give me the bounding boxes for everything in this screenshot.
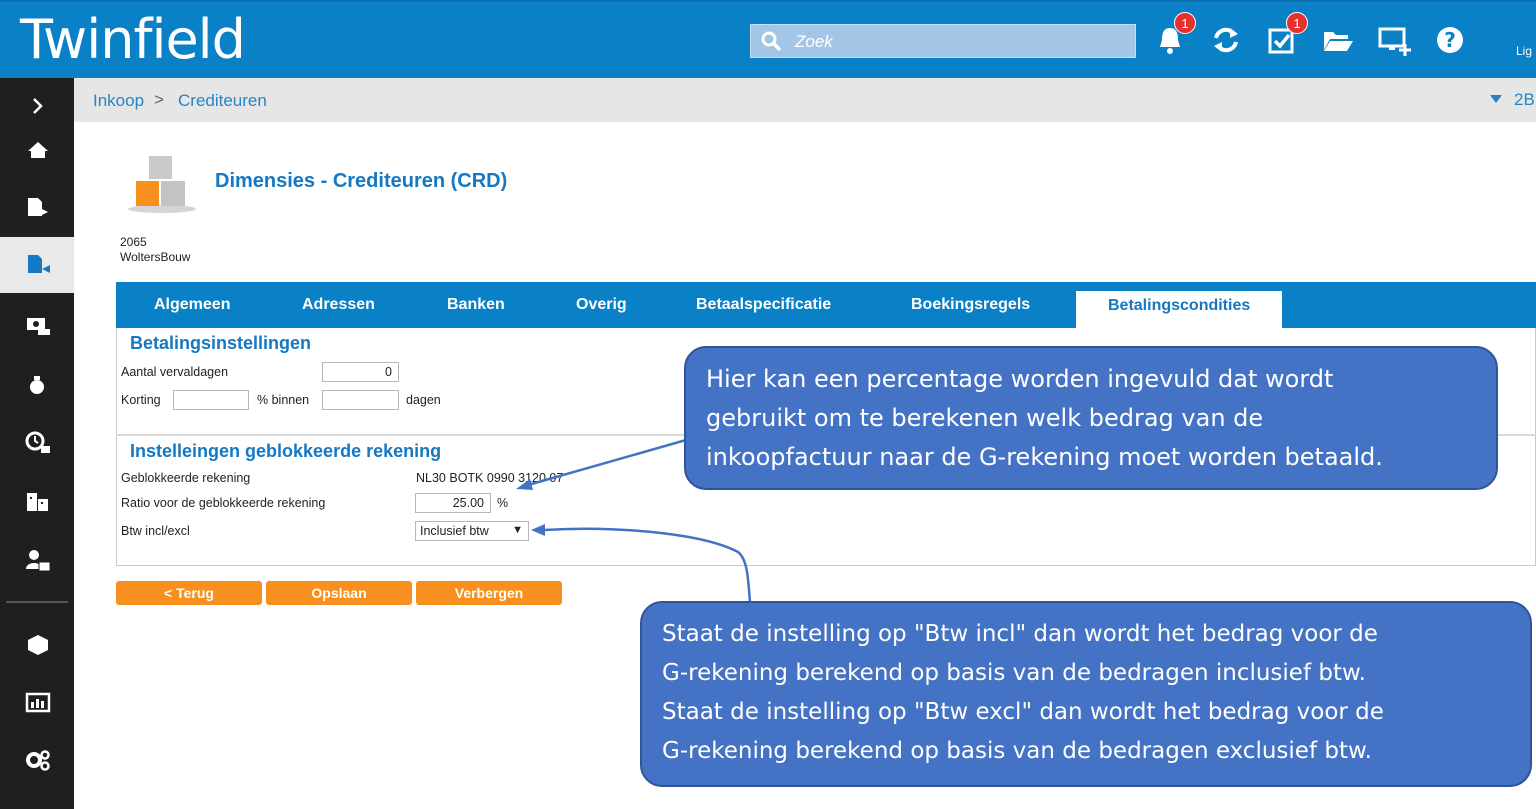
page-title: Dimensies - Crediteuren (CRD) bbox=[215, 170, 508, 192]
breadcrumb-item-inkoop[interactable]: Inkoop bbox=[93, 91, 145, 110]
callout-btw-line: Staat de instelling op "Btw excl" dan wordt het bedrag voor de bbox=[662, 699, 1384, 725]
ratio-input[interactable]: 25.00 bbox=[415, 493, 491, 513]
btw-arrowhead bbox=[531, 524, 545, 536]
search-placeholder: Zoek bbox=[795, 32, 833, 51]
btw-select-value: Inclusief btw bbox=[420, 524, 489, 538]
callout-percentage-line: gebruikt om te berekenen welk bedrag van de bbox=[706, 404, 1264, 432]
chevron-down-icon: ▼ bbox=[512, 524, 523, 536]
user-menu-label[interactable]: Lig bbox=[1516, 44, 1533, 58]
callout-percentage bbox=[684, 346, 1498, 490]
callout-btw-line: G-rekening berekend op basis van de bedragen inclusief btw. bbox=[662, 660, 1366, 686]
save-button[interactable]: Opslaan bbox=[266, 581, 412, 605]
breadcrumb-separator: > bbox=[154, 90, 164, 109]
vervaldagen-label: Aantal vervaldagen bbox=[121, 365, 229, 379]
percentage-arrowhead bbox=[516, 479, 533, 490]
callout-percentage-line: Hier kan een percentage worden ingevuld dat wordt bbox=[706, 365, 1334, 393]
back-button[interactable]: < Terug bbox=[116, 581, 262, 605]
tab-overig[interactable]: Overig bbox=[576, 296, 627, 313]
svg-text:?: ? bbox=[1444, 28, 1456, 52]
dagen-label: dagen bbox=[406, 393, 441, 407]
notifications-badge: 1 bbox=[1174, 12, 1196, 34]
tab-banken[interactable]: Banken bbox=[447, 296, 505, 313]
callout-btw-line: Staat de instelling op "Btw incl" dan wordt het bedrag voor de bbox=[662, 621, 1378, 647]
callout-btw-line: G-rekening berekend op basis van de bedragen exclusief btw. bbox=[662, 738, 1372, 764]
environment-label[interactable]: 2B bbox=[1514, 90, 1535, 109]
ratio-label: Ratio voor de geblokkeerde rekening bbox=[121, 496, 326, 510]
hide-button[interactable]: Verbergen bbox=[416, 581, 562, 605]
breadcrumb-item-crediteuren[interactable]: Crediteuren bbox=[178, 91, 267, 110]
app-logo: Twinfield bbox=[20, 8, 245, 71]
relation-code: 2065 bbox=[120, 235, 147, 249]
section-heading-geblokkeerd: Instelleingen geblokkeerde rekening bbox=[130, 441, 442, 461]
binnen-label: % binnen bbox=[257, 393, 310, 407]
tab-algemeen[interactable]: Algemeen bbox=[154, 296, 231, 313]
geblokkeerde-rekening-label: Geblokkeerde rekening bbox=[121, 471, 251, 485]
ratio-unit: % bbox=[497, 496, 509, 510]
tab-betaalspecificatie[interactable]: Betaalspecificatie bbox=[696, 296, 832, 313]
korting-label: Korting bbox=[121, 393, 161, 407]
callout-percentage-line: inkoopfactuur naar de G-rekening moet worden betaald. bbox=[706, 443, 1383, 471]
tab-boekingsregels[interactable]: Boekingsregels bbox=[911, 296, 1031, 313]
section-heading-betaling: Betalingsinstellingen bbox=[130, 333, 312, 353]
btw-arrow-line bbox=[544, 529, 750, 602]
relation-name: WoltersBouw bbox=[120, 250, 191, 264]
tab-adressen[interactable]: Adressen bbox=[302, 296, 375, 313]
vervaldagen-input[interactable]: 0 bbox=[322, 362, 399, 382]
percentage-arrow-line bbox=[528, 440, 686, 485]
geblokkeerde-rekening-value: NL30 BOTK 0990 3120 07 bbox=[416, 471, 564, 485]
tab-betalingscondities[interactable]: Betalingscondities bbox=[1076, 291, 1282, 328]
callout-btw bbox=[640, 601, 1532, 787]
tasks-badge: 1 bbox=[1286, 12, 1308, 34]
btw-label: Btw incl/excl bbox=[121, 524, 190, 538]
